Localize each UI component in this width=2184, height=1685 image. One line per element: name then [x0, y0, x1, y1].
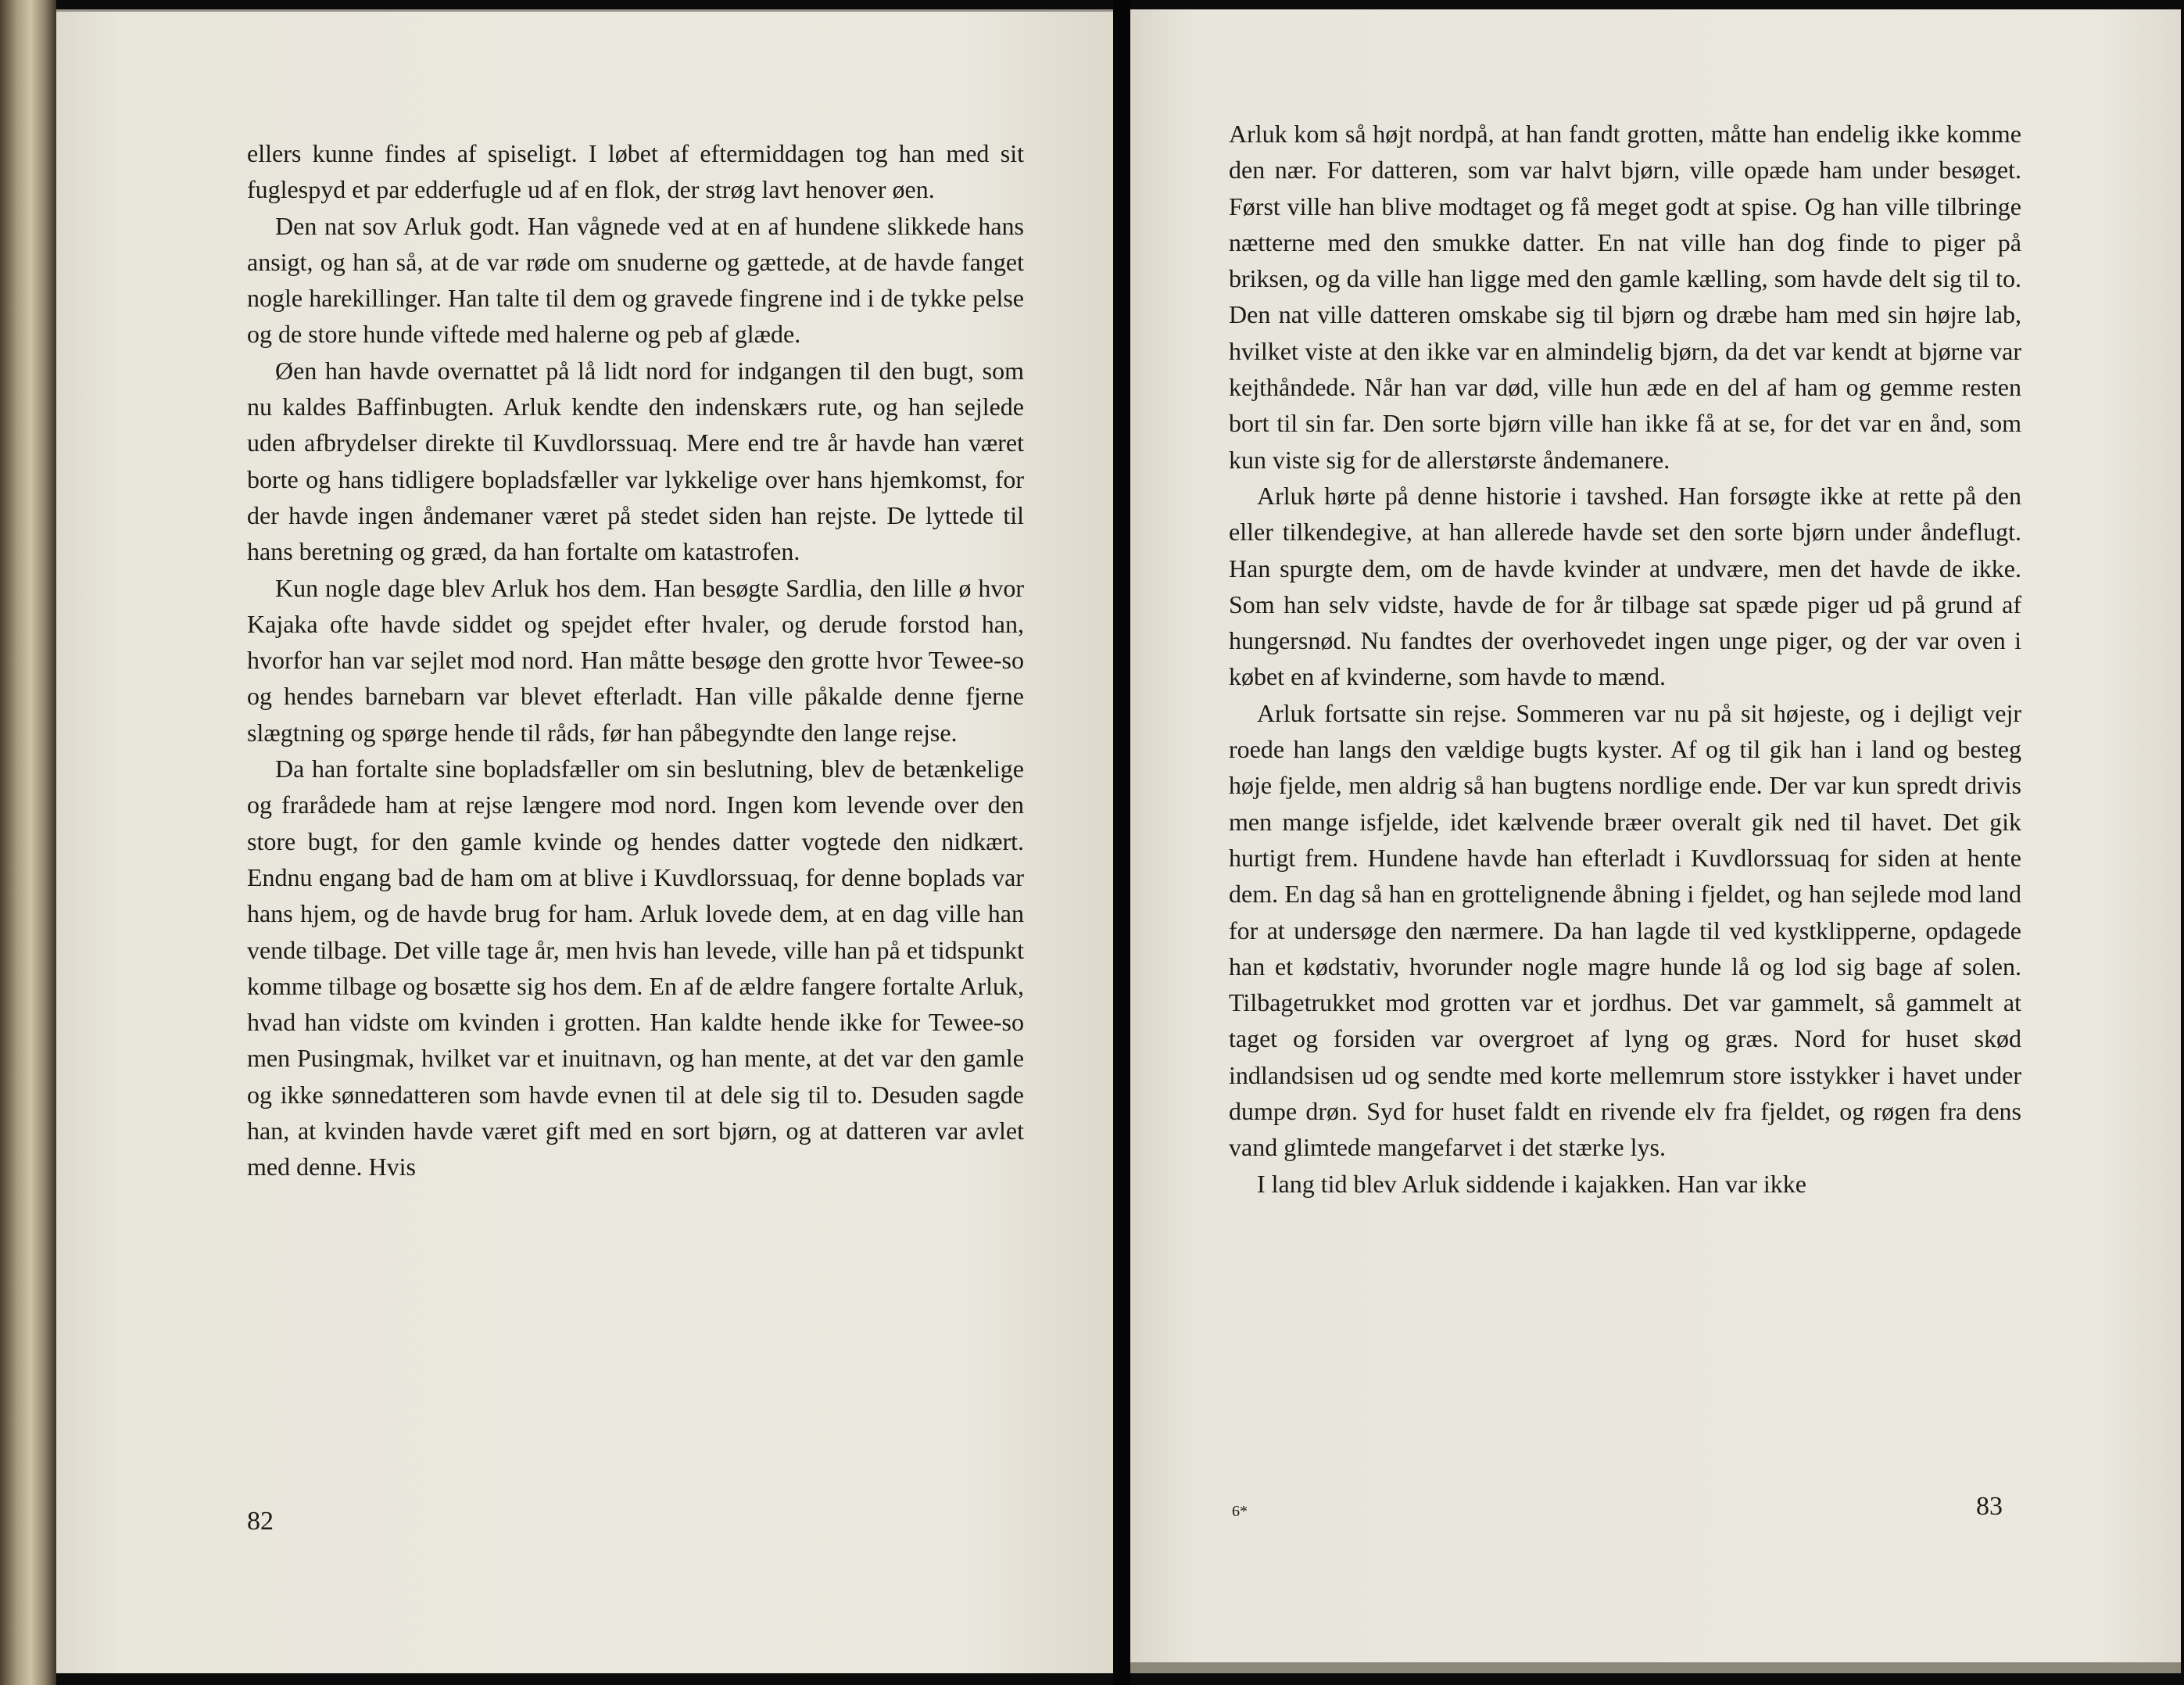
left-page-text — [247, 135, 1024, 1185]
paragraph: Øen han havde overnattet på lå lidt nord for indgangen til den bugt, som nu kaldes Baffinbugten. Arluk kendte den indenskærs rute, og han sejlede uden afbrydelser direkte til Kuvdlorssuaq. Mere end tre år havde han været borte og hans tidligere bopladsfæller var lykkelige over hans hjemkomst, for der havde ingen åndemaner været på stedet siden han rejste. De lyttede til hans beretning og græd, da han fortalte om katastrofen. — [247, 356, 1024, 566]
paragraph: Da han fortalte sine bopladsfæller om sin beslutning, blev de betænkelige og frarådede ham at rejse længere mod nord. Ingen kom levende over den store bugt, for den gamle kvinde og hendes datter vogtede den nidkært. Endnu engang bad de ham om at blive i Kuvdlorssuaq, for denne boplads var hans hjem, og de havde brug for ham. Arluk lovede dem, at en dag ville han vende tilbage. Det ville tage år, men hvis han levede, ville han på et tidspunkt komme tilbage og bosætte sig hos dem. En af de ældre fangere fortalte Arluk, hvad han vidste om kvinden i grotten. Han kaldte hende ikke for Tewee-so men Pusingmak, hvilket var et inuitnavn, og han mente, at det var den gamle og ikke sønnedatteren som havde evnen til at dele sig til to. Desuden sagde han, at kvinden havde været gift med en sort bjørn, og at datteren var avlet med denne. Hvis — [247, 755, 1024, 1181]
paragraph: I lang tid blev Arluk siddende i kajakken. Han var ikke — [1257, 1169, 1806, 1198]
left-page — [56, 9, 1113, 1673]
paragraph: Den nat sov Arluk godt. Han vågnede ved at en af hundene slikkede hans ansigt, og han så, at de var røde om snuderne og gættede, at de havde fanget nogle harekillinger. Han talte til dem og gravede fingrene ind i de tykke pelse og de store hunde viftede med halerne og peb af glæde. — [247, 211, 1024, 349]
paragraph: Arluk hørte på denne historie i tavshed. Han forsøgte ikke at rette på den eller tilkendegive, at han allerede havde set den sorte bjørn under åndeflugt. Han spurgte dem, om de havde kvinder at undvære, men det havde de ikke. Som han selv vidste, havde de for år tilbage sat spæde piger ud på grund af hungersnød. Nu fandtes der overhovedet ingen unge piger, og der var oven i købet en af kvinderne, som havde to mænd. — [1229, 481, 2021, 691]
paragraph: Arluk fortsatte sin rejse. Sommeren var nu på sit højeste, og i dejligt vejr roede han langs den vældige bugts kyster. Af og til gik han i land og besteg høje fjelde, men aldrig så han bugtens nordlige ende. Der var kun spredt drivis men mange isfjelde, idet kælvende bræer overalt gik ned til havet. Det gik hurtigt frem. Hundene havde han efterladt i Kuvdlorssuaq for siden at hente dem. En dag så han en grottelignende åbning i fjeldet, og han sejlede mod land for at undersøge den nærmere. Da han lagde til ved kystklipperne, opdagede han et kødstativ, hvorunder nogle magre hunde lå og lod sig bage af solen. Tilbagetrukket mod grotten var et jordhus. Det var gammelt, så gammelt at taget og forsiden var overgroet af lyng og græs. Nord for huset skød indlandsisen ud og sendte med korte mellemrum store isstykker i havet under dumpe drøn. Syd for huset faldt en rivende elv fra fjeldet, og røgen fra dens vand glimtede mangefarvet i det stærke lys. — [1229, 698, 2021, 1162]
book-edge — [0, 0, 56, 1685]
paragraph: ellers kunne findes af spiseligt. I løbet af eftermiddagen tog han med sit fuglespyd et par edderfugle ud af en flok, der strøg lavt henover øen. — [247, 139, 1024, 204]
paragraph: Kun nogle dage blev Arluk hos dem. Han besøgte Sardlia, den lille ø hvor Kajaka ofte havde siddet og spejdet efter hvaler, og derude forstod han, hvorfor han var sejlet mod nord. Han måtte besøge den grotte hvor Tewee-so og hendes barnebarn var blevet efterladt. Han ville påkalde denne fjerne slægtning og spørge hende til råds, før han påbegyndte den lange rejse. — [247, 573, 1024, 747]
page-number: 83 — [1976, 1492, 2003, 1521]
signature-mark: 6* — [1232, 1503, 1248, 1520]
right-page — [1130, 9, 2181, 1673]
right-page-text — [1229, 116, 2021, 1202]
book-gutter — [1113, 0, 1130, 1685]
paragraph: Arluk kom så højt nordpå, at han fandt grotten, måtte han endelig ikke komme den nær. For datteren, som var halvt bjørn, ville opæde ham under besøget. Først ville han blive modtaget og få meget godt at spise. Og han ville tilbringe nætterne med den smukke datter. En nat ville han dog finde to piger på briksen, og da ville han ligge med den gamle kælling, som havde delt sig til to. Den nat ville datteren omskabe sig til bjørn og dræbe ham med sin højre lab, hvilket viste at den ikke var en almindelig bjørn, da det var kendt at bjørne var kejthåndede. Når han var død, ville hun æde en del af ham og gemme resten bort til sin far. Den sorte bjørn ville han ikke få at se, for det var en ånd, som kun viste sig for de allerstørste åndemanere. — [1229, 120, 2021, 474]
page-number: 82 — [247, 1507, 274, 1536]
